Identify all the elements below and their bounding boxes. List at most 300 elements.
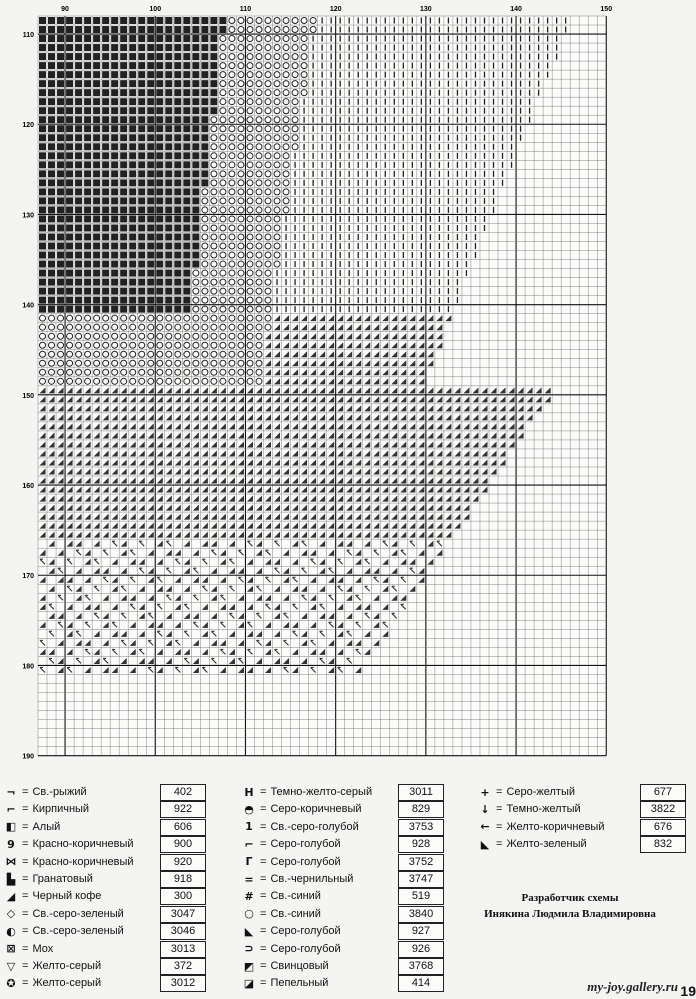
legend-item — [4, 888, 101, 904]
stitch-cell — [48, 143, 55, 150]
stitch-cell — [48, 98, 55, 105]
stitch-cell — [165, 125, 172, 132]
stitch-cell — [48, 80, 55, 87]
stitch-cell — [57, 44, 64, 51]
stitch-cell — [39, 197, 46, 204]
y-tick-label: 190 — [22, 753, 34, 760]
stitch-cell — [165, 80, 172, 87]
stitch-cell — [219, 26, 226, 33]
stitch-cell — [156, 44, 163, 51]
stitch-cell — [183, 297, 190, 304]
stitch-cell — [48, 188, 55, 195]
stitch-cell — [174, 297, 181, 304]
stitch-cell — [147, 125, 154, 132]
stitch-cell — [39, 179, 46, 186]
legend-thread-number: 3046 — [160, 923, 206, 940]
stitch-cell — [165, 270, 172, 277]
stitch-cell — [75, 53, 82, 60]
stitch-cell — [165, 116, 172, 123]
stitch-cell — [84, 17, 91, 24]
legend-color-name: Св.-рыжий — [32, 786, 87, 798]
legend-symbol-icon: ← — [480, 820, 490, 834]
stitch-cell — [120, 134, 127, 141]
stitch-cell — [210, 44, 217, 51]
stitch-cell — [183, 116, 190, 123]
stitch-cell — [183, 170, 190, 177]
stitch-cell — [120, 125, 127, 132]
stitch-cell — [84, 279, 91, 286]
legend-color-name: Мох — [32, 942, 54, 955]
legend-thread-number: 3753 — [398, 819, 444, 836]
stitch-cell — [174, 89, 181, 96]
stitch-cell — [120, 243, 127, 250]
stitch-cell — [66, 26, 73, 33]
stitch-cell — [147, 80, 154, 87]
legend-thread-number: 606 — [160, 819, 206, 836]
stitch-cell — [156, 62, 163, 69]
stitch-cell — [93, 35, 100, 42]
stitch-cell — [174, 197, 181, 204]
legend-equals: = — [22, 977, 29, 990]
stitch-cell — [39, 297, 46, 304]
legend-thread-number: 918 — [160, 871, 206, 888]
legend-color-name: Серо-желтый — [506, 786, 576, 798]
stitch-cell — [174, 252, 181, 259]
legend-symbol-icon: 1 — [245, 820, 253, 834]
stitch-cell — [192, 179, 199, 186]
stitch-cell — [39, 80, 46, 87]
stitch-cell — [93, 134, 100, 141]
stitch-cell — [93, 261, 100, 268]
stitch-cell — [93, 125, 100, 132]
stitch-cell — [210, 17, 217, 24]
stitch-cell — [102, 270, 109, 277]
y-tick-label: 170 — [22, 573, 34, 581]
legend-item — [4, 941, 53, 957]
stitch-cell — [66, 71, 73, 78]
legend-color-name: Св.-синий — [270, 907, 321, 920]
legend-color-name: Св.-чернильный — [270, 873, 354, 885]
legend-thread-number: 372 — [160, 958, 206, 975]
stitch-cell — [192, 152, 199, 159]
stitch-cell — [48, 306, 55, 313]
legend-color-name: Красно-коричневый — [32, 838, 134, 851]
stitch-cell — [48, 233, 55, 240]
legend-item — [242, 923, 341, 939]
stitch-cell — [111, 35, 118, 42]
stitch-cell — [192, 107, 199, 114]
stitch-cell — [39, 89, 46, 96]
stitch-cell — [174, 188, 181, 195]
stitch-cell — [93, 152, 100, 159]
stitch-cell — [111, 179, 118, 186]
stitch-cell — [75, 44, 82, 51]
legend-equals: = — [260, 960, 267, 972]
legend-symbol-icon: ⊃ — [244, 942, 254, 956]
stitch-cell — [165, 206, 172, 213]
legend-item — [4, 906, 124, 922]
stitch-cell — [48, 197, 55, 204]
stitch-cell — [93, 197, 100, 204]
stitch-cell — [192, 17, 199, 24]
legend-thread-number: 922 — [160, 801, 206, 818]
stitch-cell — [147, 143, 154, 150]
stitch-cell — [183, 80, 190, 87]
stitch-cell — [111, 62, 118, 69]
stitch-cell — [165, 297, 172, 304]
stitch-cell — [174, 134, 181, 141]
stitch-cell — [111, 206, 118, 213]
legend-color-name: Серо-голубой — [270, 925, 341, 938]
stitch-cell — [93, 71, 100, 78]
stitch-cell — [147, 224, 154, 231]
stitch-cell — [66, 143, 73, 150]
stitch-cell — [93, 288, 100, 295]
stitch-cell — [174, 161, 181, 168]
stitch-cell — [120, 279, 127, 286]
stitch-cell — [93, 179, 100, 186]
stitch-cell — [147, 233, 154, 240]
stitch-cell — [147, 71, 154, 78]
legend-item — [242, 906, 321, 922]
stitch-cell — [48, 170, 55, 177]
stitch-cell — [174, 143, 181, 150]
stitch-cell — [120, 197, 127, 204]
author-title: Разработчик схемы — [521, 892, 619, 904]
stitch-cell — [129, 62, 136, 69]
legend-symbol-icon: ◇ — [6, 907, 16, 921]
stitch-cell — [93, 80, 100, 87]
legend-equals: = — [22, 960, 29, 972]
legend-color-name: Св.-серо-голубой — [270, 820, 359, 833]
stitch-cell — [57, 270, 64, 277]
stitch-cell — [102, 224, 109, 231]
legend-symbol-icon: ✪ — [6, 976, 16, 990]
stitch-cell — [138, 297, 145, 304]
stitch-cell — [75, 179, 82, 186]
legend-color-name: Св.-серо-зеленый — [32, 925, 124, 938]
stitch-cell — [147, 179, 154, 186]
stitch-cell — [93, 215, 100, 222]
author-credit — [470, 890, 670, 922]
stitch-cell — [129, 125, 136, 132]
legend-symbol-icon: ◣ — [244, 924, 254, 938]
stitch-cell — [39, 98, 46, 105]
stitch-cell — [165, 224, 172, 231]
stitch-cell — [183, 243, 190, 250]
stitch-cell — [156, 17, 163, 24]
stitch-cell — [57, 197, 64, 204]
stitch-cell — [84, 35, 91, 42]
legend-equals: = — [22, 803, 29, 816]
stitch-cell — [192, 26, 199, 33]
stitch-cell — [57, 116, 64, 123]
stitch-cell — [66, 62, 73, 69]
stitch-cell — [75, 188, 82, 195]
stitch-cell — [120, 188, 127, 195]
stitch-cell — [210, 80, 217, 87]
stitch-cell — [93, 116, 100, 123]
stitch-cell — [156, 26, 163, 33]
legend-equals: = — [496, 786, 503, 798]
y-tick-label: 150 — [22, 392, 34, 400]
stitch-cell — [147, 107, 154, 114]
stitch-cell — [93, 89, 100, 96]
stitch-cell — [93, 170, 100, 177]
stitch-cell — [183, 224, 190, 231]
stitch-cell — [129, 71, 136, 78]
stitch-cell — [93, 252, 100, 259]
legend-item — [4, 801, 89, 817]
stitch-cell — [156, 224, 163, 231]
stitch-cell — [84, 116, 91, 123]
stitch-cell — [129, 179, 136, 186]
stitch-cell — [102, 125, 109, 132]
stitch-cell — [57, 134, 64, 141]
stitch-cell — [129, 107, 136, 114]
legend-thread-number: 3011 — [398, 784, 444, 801]
stitch-cell — [75, 26, 82, 33]
stitch-cell — [210, 53, 217, 60]
stitch-cell — [120, 17, 127, 24]
stitch-cell — [84, 206, 91, 213]
legend-thread-number: 402 — [160, 784, 206, 801]
legend-equals: = — [496, 838, 503, 851]
stitch-cell — [138, 288, 145, 295]
stitch-cell — [120, 233, 127, 240]
stitch-cell — [75, 143, 82, 150]
watermark-text: my-joy.gallery.ru — [587, 979, 678, 994]
stitch-cell — [102, 233, 109, 240]
stitch-cell — [66, 270, 73, 277]
stitch-cell — [201, 107, 208, 114]
stitch-cell — [102, 107, 109, 114]
stitch-cell — [120, 26, 127, 33]
stitch-cell — [201, 179, 208, 186]
legend-symbol-icon: ◪ — [243, 976, 255, 990]
legend-symbol-icon: ▽ — [6, 959, 16, 973]
stitch-cell — [84, 179, 91, 186]
legend-color-name: Гранатовый — [32, 873, 93, 885]
stitch-cell — [102, 62, 109, 69]
stitch-cell — [156, 179, 163, 186]
stitch-cell — [147, 152, 154, 159]
stitch-cell — [192, 161, 199, 168]
stitch-cell — [75, 270, 82, 277]
stitch-cell — [111, 261, 118, 268]
stitch-cell — [48, 270, 55, 277]
stitch-cell — [174, 233, 181, 240]
stitch-cell — [84, 270, 91, 277]
legend-equals: = — [22, 786, 29, 798]
stitch-cell — [39, 188, 46, 195]
stitch-cell — [102, 53, 109, 60]
stitch-cell — [39, 35, 46, 42]
legend-item — [242, 975, 328, 991]
stitch-cell — [138, 44, 145, 51]
legend-symbol-icon: + — [480, 785, 490, 799]
stitch-cell — [93, 297, 100, 304]
stitch-cell — [111, 270, 118, 277]
stitch-cell — [165, 288, 172, 295]
legend-color-name: Серо-голубой — [270, 855, 341, 868]
stitch-cell — [66, 279, 73, 286]
stitch-cell — [102, 17, 109, 24]
stitch-cell — [183, 125, 190, 132]
stitch-cell — [156, 215, 163, 222]
stitch-cell — [165, 179, 172, 186]
legend-equals: = — [22, 890, 29, 903]
y-tick-label: 140 — [22, 302, 34, 310]
stitch-cell — [66, 152, 73, 159]
stitch-cell — [174, 26, 181, 33]
stitch-cell — [57, 252, 64, 259]
stitch-cell — [174, 80, 181, 87]
stitch-cell — [156, 297, 163, 304]
stitch-cell — [102, 116, 109, 123]
stitch-cell — [129, 44, 136, 51]
stitch-cell — [147, 297, 154, 304]
stitch-cell — [165, 17, 172, 24]
stitch-cell — [138, 107, 145, 114]
stitch-cell — [111, 161, 118, 168]
stitch-cell — [66, 206, 73, 213]
stitch-cell — [66, 197, 73, 204]
stitch-cell — [174, 215, 181, 222]
stitch-cell — [156, 35, 163, 42]
y-tick-label: 110 — [22, 32, 34, 40]
stitch-cell — [75, 152, 82, 159]
stitch-cell — [111, 188, 118, 195]
stitch-cell — [147, 252, 154, 259]
legend-item — [242, 871, 353, 887]
stitch-cell — [111, 53, 118, 60]
stitch-cell — [183, 161, 190, 168]
stitch-cell — [165, 161, 172, 168]
page-number: 19 — [680, 983, 696, 999]
x-tick-label: 140 — [510, 6, 522, 13]
stitch-cell — [210, 62, 217, 69]
stitch-cell — [102, 161, 109, 168]
stitch-cell — [138, 161, 145, 168]
stitch-cell — [84, 233, 91, 240]
stitch-cell — [165, 243, 172, 250]
stitch-cell — [129, 243, 136, 250]
x-tick-label: 120 — [329, 6, 342, 13]
stitch-cell — [75, 261, 82, 268]
stitch-cell — [93, 26, 100, 33]
stitch-cell — [48, 161, 55, 168]
stitch-cell — [138, 53, 145, 60]
legend-item — [478, 819, 604, 835]
stitch-cell — [129, 288, 136, 295]
stitch-cell — [192, 53, 199, 60]
stitch-cell — [120, 179, 127, 186]
legend-thread-number: 926 — [398, 941, 444, 958]
stitch-cell — [75, 306, 82, 313]
legend-equals: = — [22, 873, 29, 885]
legend-symbol-icon: ◧ — [5, 820, 17, 834]
stitch-cell — [147, 134, 154, 141]
stitch-cell — [147, 35, 154, 42]
stitch-cell — [165, 233, 172, 240]
author-name: Инякина Людмила Владимировна — [484, 908, 656, 920]
stitch-cell — [93, 62, 100, 69]
stitch-cell — [129, 252, 136, 259]
legend-thread-number: 928 — [398, 836, 444, 853]
stitch-cell — [138, 224, 145, 231]
stitch-cell — [111, 116, 118, 123]
stitch-cell — [48, 17, 55, 24]
stitch-cell — [192, 35, 199, 42]
stitch-cell — [174, 44, 181, 51]
stitch-cell — [57, 161, 64, 168]
legend-color-name: Пепельный — [270, 977, 329, 990]
legend-item — [242, 941, 341, 957]
stitch-cell — [57, 188, 64, 195]
stitch-cell — [111, 170, 118, 177]
stitch-cell — [183, 26, 190, 33]
stitch-cell — [165, 71, 172, 78]
stitch-cell — [66, 125, 73, 132]
stitch-cell — [129, 116, 136, 123]
stitch-cell — [48, 279, 55, 286]
stitch-cell — [39, 134, 46, 141]
legend-item — [4, 923, 124, 939]
stitch-cell — [129, 35, 136, 42]
stitch-cell — [57, 215, 64, 222]
stitch-cell — [138, 233, 145, 240]
legend-item — [242, 819, 359, 835]
stitch-cell — [111, 243, 118, 250]
stitch-cell — [147, 306, 154, 313]
stitch-cell — [111, 297, 118, 304]
stitch-cell — [156, 170, 163, 177]
legend-item — [4, 836, 134, 852]
stitch-cell — [66, 233, 73, 240]
stitch-cell — [192, 71, 199, 78]
legend-thread-number: 414 — [398, 975, 444, 992]
stitch-cell — [39, 152, 46, 159]
legend-color-name: Свинцовый — [270, 960, 329, 972]
stitch-cell — [183, 270, 190, 277]
stitch-cell — [57, 224, 64, 231]
stitch-cell — [129, 306, 136, 313]
stitch-cell — [75, 35, 82, 42]
stitch-cell — [93, 107, 100, 114]
stitch-cell — [210, 71, 217, 78]
stitch-cell — [84, 134, 91, 141]
stitch-cell — [39, 26, 46, 33]
stitch-cell — [183, 261, 190, 268]
stitch-cell — [39, 279, 46, 286]
legend-equals: = — [496, 803, 503, 816]
stitch-cell — [66, 288, 73, 295]
stitch-cell — [183, 197, 190, 204]
stitch-cell — [120, 261, 127, 268]
stitch-cell — [111, 26, 118, 33]
stitch-cell — [66, 89, 73, 96]
stitch-cell — [66, 306, 73, 313]
stitch-cell — [147, 279, 154, 286]
stitch-cell — [120, 224, 127, 231]
stitch-cell — [48, 125, 55, 132]
stitch-cell — [129, 197, 136, 204]
stitch-cell — [210, 26, 217, 33]
stitch-cell — [120, 71, 127, 78]
stitch-cell — [75, 170, 82, 177]
stitch-cell — [138, 116, 145, 123]
